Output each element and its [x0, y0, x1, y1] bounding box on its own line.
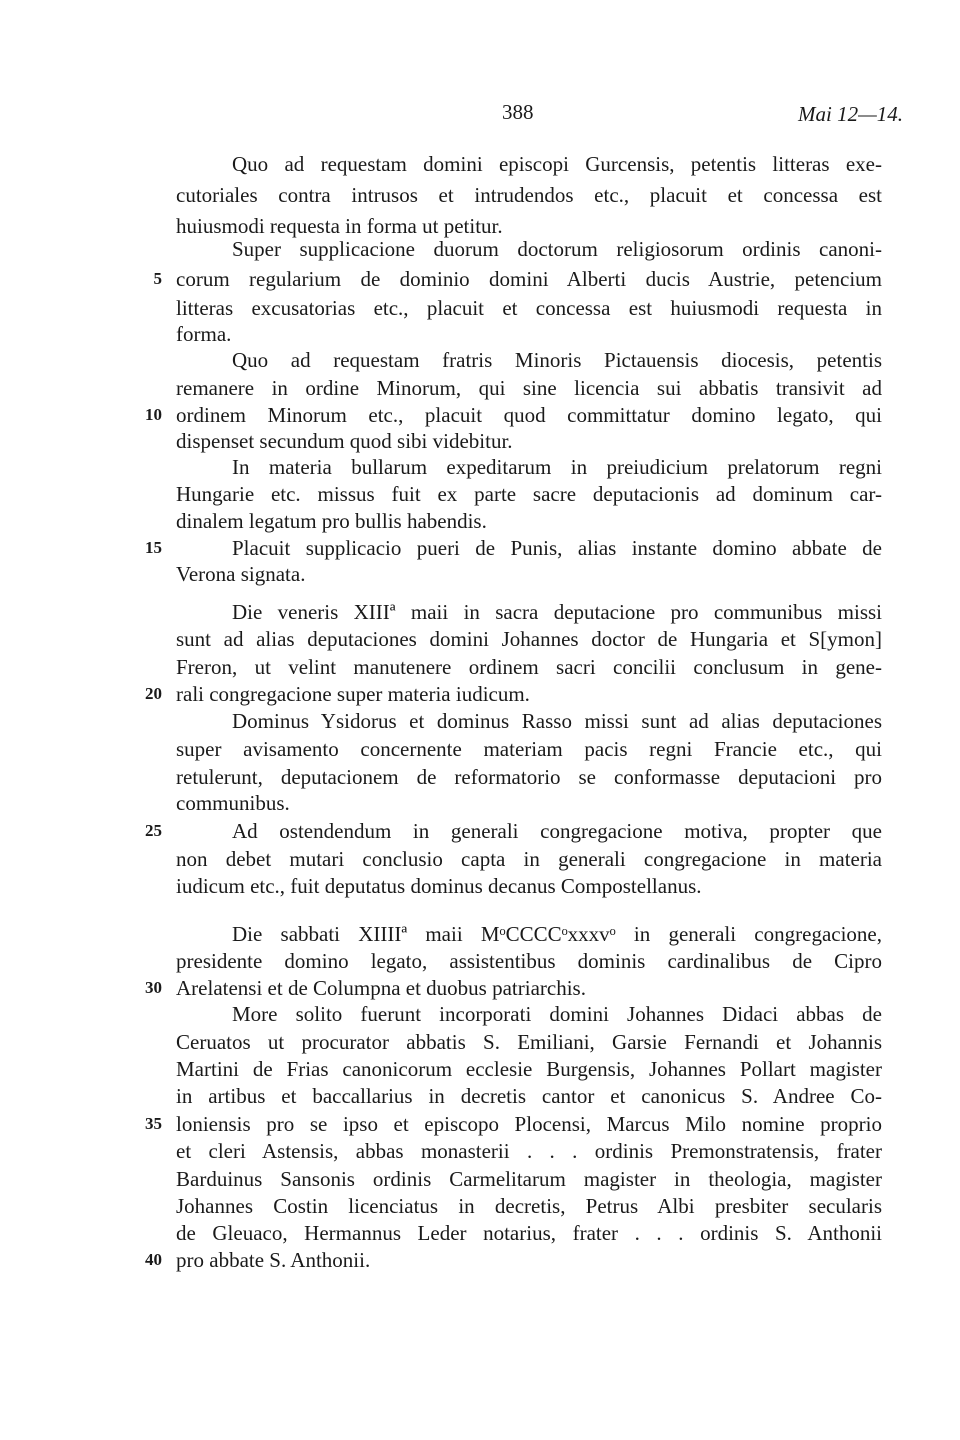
- line-text: dinalem legatum pro bullis habendis.: [176, 509, 487, 533]
- text-line: [0, 1081, 960, 1111]
- text-line: [0, 999, 960, 1029]
- line-text: Die sabbati XIIIIª maii MᵒCCCCᵒxxxvᵒ in generali congregacione,: [232, 922, 882, 946]
- text-line: [0, 734, 960, 764]
- line-text: cutoriales contra intrusos et intrudendos etc., placuit et concessa est: [176, 183, 882, 207]
- line-text: forma.: [176, 322, 232, 346]
- line-text: Verona signata.: [176, 562, 306, 586]
- text-line: [0, 844, 960, 874]
- line-text: Quo ad requestam fratris Minoris Pictauensis diocesis, petentis: [232, 348, 882, 372]
- line-text: corum regularium de dominio domini Alberti ducis Austrie, petencium: [176, 267, 882, 291]
- line-number: 40: [145, 1250, 162, 1269]
- text-line: [0, 946, 960, 976]
- line-text: super avisamento concernente materiam pacis regni Francie etc., qui: [176, 737, 882, 761]
- text-line: [0, 1136, 960, 1166]
- text-line: [0, 871, 960, 901]
- text-line: [0, 679, 960, 709]
- text-line: [0, 624, 960, 654]
- line-text: litteras excusatorias etc., placuit et concessa est huiusmodi requesta in: [176, 296, 882, 320]
- line-text: Barduinus Sansonis ordinis Carmelitarum magister in theologia, magister: [176, 1167, 882, 1191]
- line-text: rali congregacione super materia iudicum.: [176, 682, 530, 706]
- text-line: [0, 788, 960, 818]
- text-line: [0, 373, 960, 403]
- page-number: 388: [502, 100, 534, 124]
- line-text: et cleri Astensis, abbas monasterii . . . ordinis Premonstratensis, frater: [176, 1139, 882, 1163]
- text-line: [0, 1164, 960, 1194]
- text-line: [0, 452, 960, 482]
- text-line: [0, 1191, 960, 1221]
- line-text: Martini de Frias canonicorum ecclesie Burgensis, Johannes Pollart magister: [176, 1057, 882, 1081]
- text-line: [0, 506, 960, 536]
- line-number: 20: [145, 684, 162, 703]
- text-line: [0, 919, 960, 949]
- line-text: Super supplicacione duorum doctorum religiosorum ordinis canoni-: [232, 237, 882, 261]
- text-line: [0, 816, 960, 846]
- line-text: Hungarie etc. missus fuit ex parte sacre deputacionis ad dominum car-: [176, 482, 882, 506]
- line-text: iudicum etc., fuit deputatus dominus decanus Compostellanus.: [176, 874, 702, 898]
- text-line: [0, 180, 960, 210]
- line-text: remanere in ordine Minorum, qui sine licencia sui abbatis transivit ad: [176, 376, 882, 400]
- line-text: sunt ad alias deputaciones domini Johannes doctor de Hungaria et S[ymon]: [176, 627, 882, 651]
- line-number: 15: [145, 538, 162, 557]
- text-line: [0, 234, 960, 264]
- line-text: More solito fuerunt incorporati domini Johannes Didaci abbas de: [232, 1002, 882, 1026]
- line-text: pro abbate S. Anthonii.: [176, 1248, 371, 1272]
- text-line: [0, 1054, 960, 1084]
- line-text: Ad ostendendum in generali congregacione motiva, propter que: [232, 819, 882, 843]
- line-text: in artibus et baccallarius in decretis cantor et canonicus S. Andree Co-: [176, 1084, 882, 1108]
- line-text: loniensis pro se ipso et episcopo Plocensi, Marcus Milo nomine proprio: [176, 1112, 882, 1136]
- text-line: [0, 149, 960, 179]
- text-line: [0, 559, 960, 589]
- text-line: [0, 479, 960, 509]
- text-line: [0, 345, 960, 375]
- text-line: [0, 264, 960, 294]
- line-text: retulerunt, deputacionem de reformatorio se conformasse deputacioni pro: [176, 765, 882, 789]
- line-text: de Gleuaco, Hermannus Leder notarius, frater . . . ordinis S. Anthonii: [176, 1221, 882, 1245]
- text-line: [0, 706, 960, 736]
- line-number: 25: [145, 821, 162, 840]
- line-text: Dominus Ysidorus et dominus Rasso missi sunt ad alias deputaciones: [232, 709, 882, 733]
- line-text: presidente domino legato, assistentibus dominis cardinalibus de Cipro: [176, 949, 882, 973]
- text-line: [0, 1245, 960, 1275]
- line-text: Die veneris XIIIª maii in sacra deputacione pro communibus missi: [232, 600, 882, 624]
- text-line: [0, 597, 960, 627]
- line-text: dispenset secundum quod sibi videbitur.: [176, 429, 513, 453]
- text-line: [0, 1109, 960, 1139]
- text-line: [0, 1218, 960, 1248]
- line-number: 35: [145, 1114, 162, 1133]
- line-text: ordinem Minorum etc., placuit quod committatur domino legato, qui: [176, 403, 882, 427]
- line-text: In materia bullarum expeditarum in preiudicium prelatorum regni: [232, 455, 882, 479]
- text-line: [0, 1027, 960, 1057]
- line-text: communibus.: [176, 791, 290, 815]
- line-text: Arelatensi et de Columpna et duobus patriarchis.: [176, 976, 586, 1000]
- line-number: 5: [153, 269, 162, 288]
- line-text: Quo ad requestam domini episcopi Gurcensis, petentis litteras exe-: [232, 152, 882, 176]
- line-text: Placuit supplicacio pueri de Punis, alias instante domino abbate de: [232, 536, 882, 560]
- text-line: [0, 652, 960, 682]
- line-text: Johannes Costin licenciatus in decretis, Petrus Albi presbiter secularis: [176, 1194, 882, 1218]
- line-text: Ceruatos ut procurator abbatis S. Emiliani, Garsie Fernandi et Johannis: [176, 1030, 882, 1054]
- line-number: 10: [145, 405, 162, 424]
- line-text: Freron, ut velint manutenere ordinem sacri concilii conclusum in gene-: [176, 655, 882, 679]
- running-head: Mai 12—14.: [798, 102, 903, 126]
- line-text: non debet mutari conclusio capta in generali congregacione in materia: [176, 847, 882, 871]
- line-number: 30: [145, 978, 162, 997]
- line-text: huiusmodi requesta in forma ut petitur.: [176, 214, 503, 238]
